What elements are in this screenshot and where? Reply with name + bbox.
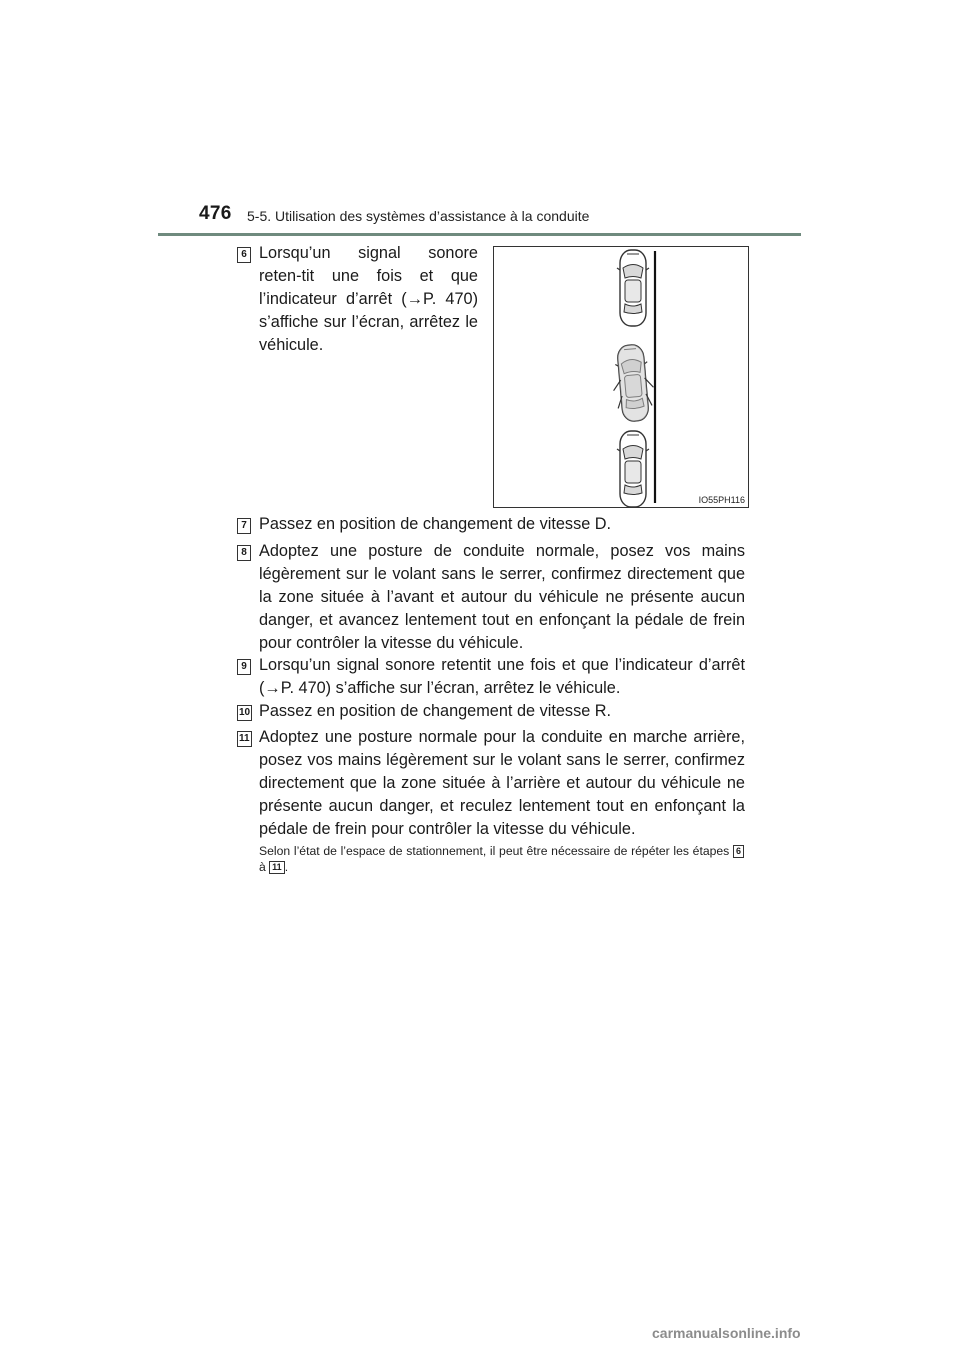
header-rule <box>158 233 801 236</box>
step-badge-7: 7 <box>237 518 251 534</box>
figure-code: IO55PH116 <box>698 495 745 505</box>
parking-diagram <box>494 247 748 507</box>
section-title: 5-5. Utilisation des systèmes d’assistance à la conduite <box>247 208 590 224</box>
note-badge-from: 6 <box>733 845 744 858</box>
parked-car-rear <box>617 431 649 507</box>
step-badge-8: 8 <box>237 545 251 561</box>
note <box>259 843 744 875</box>
note-text: Selon l’état de l’espace de stationnement, il peut être nécessaire de répéter les étapes <box>259 844 730 858</box>
page-number: 476 <box>199 203 232 224</box>
step-badge-11: 11 <box>237 731 252 747</box>
step-text-11: Adoptez une posture normale pour la conduite en marche arrière, posez vos mains légèrement sur le volant sans le serrer, confirmez directement que la zone située à l’arrière et autour du véhicule ne présente aucun danger, et reculez lentement tout en enfonçant la pédale de frein pour contrôler la vitesse du véhicule. <box>259 728 745 838</box>
step-text-10: Passez en position de changement de vitesse R. <box>259 702 612 720</box>
watermark: carmanualsonline.info <box>652 1325 801 1341</box>
step-text-7: Passez en position de changement de vitesse D. <box>259 515 612 533</box>
maneuvering-car <box>610 343 656 422</box>
step-badge-6: 6 <box>237 247 251 263</box>
note-joiner: à <box>259 860 266 874</box>
step-text-9: Lorsqu’un signal sonore retentit une fois et que l’indicateur d’arrêt (→P. 470) s’affiche sur l’écran, arrêtez le véhicule. <box>259 656 745 697</box>
parking-illustration <box>493 246 749 508</box>
note-badge-to: 11 <box>269 861 285 874</box>
step-badge-10: 10 <box>237 705 252 721</box>
note-end: . <box>284 860 289 874</box>
step-text-6: Lorsqu’un signal sonore reten-tit une fois et que l’indicateur d’arrêt (→P. 470) s’affiche sur l’écran, arrêtez le véhicule. <box>259 244 478 354</box>
parked-car-front <box>617 250 649 326</box>
step-badge-9: 9 <box>237 659 251 675</box>
step-text-8: Adoptez une posture de conduite normale, posez vos mains légèrement sur le volant sans le serrer, confirmez directement que la zone située à l’avant et autour du véhicule ne présente aucun danger, et avancez lentement tout en enfonçant la pédale de frein pour contrôler la vitesse du véhicule. <box>259 542 745 652</box>
